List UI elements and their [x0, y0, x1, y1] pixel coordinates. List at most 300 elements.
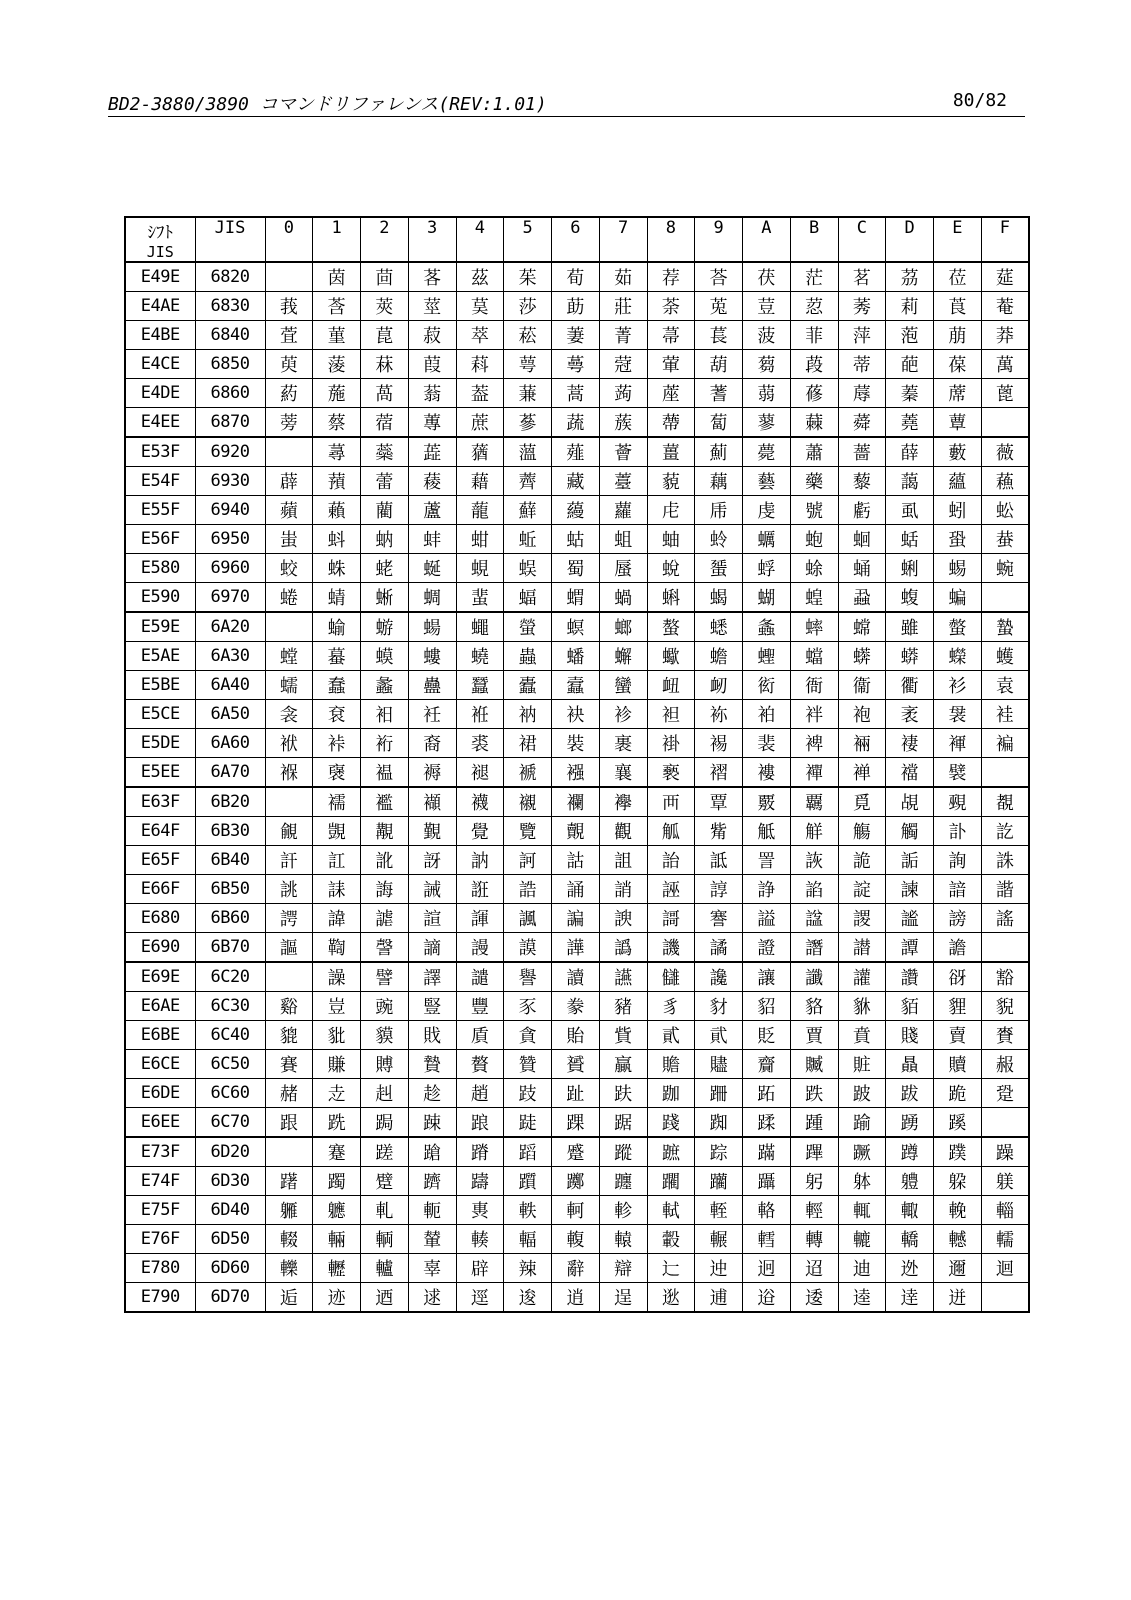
kanji-cell: 讖 — [790, 962, 838, 992]
shift-jis-code-cell: E53F — [125, 437, 195, 467]
kanji-cell: 貪 — [504, 1021, 552, 1050]
kanji-cell: 裹 — [599, 729, 647, 758]
kanji-cell: 詬 — [886, 846, 934, 875]
jis-code-cell: 6A30 — [195, 642, 265, 671]
shift-jis-code-cell: E65F — [125, 846, 195, 875]
jis-code-cell: 6B40 — [195, 846, 265, 875]
kanji-cell: 詈 — [743, 846, 791, 875]
column-header-digit: C — [838, 217, 886, 262]
kanji-cell: 螂 — [599, 612, 647, 642]
kanji-cell: 衵 — [361, 700, 409, 729]
kanji-cell: 葹 — [313, 379, 361, 408]
table-row — [125, 817, 1029, 846]
kanji-cell: 蕷 — [313, 467, 361, 496]
kanji-cell: 蔟 — [599, 408, 647, 438]
kanji-cell: 覯 — [361, 817, 409, 846]
column-header-digit: 6 — [552, 217, 600, 262]
shift-jis-code-cell: E66F — [125, 875, 195, 904]
column-header-digit: A — [743, 217, 791, 262]
kanji-cell: 蠧 — [552, 671, 600, 700]
kanji-cell: 逞 — [599, 1283, 647, 1313]
kanji-cell: 蓼 — [743, 408, 791, 438]
kanji-cell: 贇 — [552, 1050, 600, 1079]
shift-jis-code-cell: E5CE — [125, 700, 195, 729]
kanji-cell: 蹈 — [504, 1137, 552, 1167]
kanji-cell: 乕 — [695, 496, 743, 525]
kanji-cell: 衞 — [838, 671, 886, 700]
kanji-cell: 迸 — [934, 1283, 982, 1313]
kanji-cell: 逡 — [504, 1283, 552, 1313]
jis-code-cell: 6A60 — [195, 729, 265, 758]
kanji-cell: 葯 — [265, 379, 313, 408]
kanji-cell: 蔬 — [552, 408, 600, 438]
table-row — [125, 700, 1029, 729]
jis-code-cell: 6C60 — [195, 1079, 265, 1108]
kanji-cell: 茵 — [313, 262, 361, 292]
kanji-cell: 蛬 — [981, 525, 1029, 554]
kanji-cell — [265, 787, 313, 817]
kanji-cell: 莪 — [265, 292, 313, 321]
kanji-cell: 軻 — [552, 1196, 600, 1225]
kanji-cell — [265, 262, 313, 292]
kanji-cell: 諞 — [552, 904, 600, 933]
kanji-cell: 薊 — [695, 437, 743, 467]
kanji-cell: 覺 — [456, 817, 504, 846]
kanji-cell: 讚 — [886, 962, 934, 992]
jis-code-cell: 6D30 — [195, 1167, 265, 1196]
kanji-cell: 褥 — [408, 758, 456, 788]
kanji-cell: 輙 — [886, 1196, 934, 1225]
kanji-cell: 貳 — [647, 1021, 695, 1050]
kanji-cell — [981, 1283, 1029, 1313]
kanji-cell: 蹐 — [456, 1137, 504, 1167]
kanji-cell: 觀 — [599, 817, 647, 846]
kanji-cell: 褄 — [886, 729, 934, 758]
kanji-cell: 襠 — [886, 758, 934, 788]
column-header-shift-label: ｼﾌﾄ — [147, 223, 173, 243]
table-row — [125, 1050, 1029, 1079]
kanji-cell: 讒 — [695, 962, 743, 992]
jis-code-cell: 6930 — [195, 467, 265, 496]
kanji-cell: 逕 — [456, 1283, 504, 1313]
shift-jis-code-cell: E5BE — [125, 671, 195, 700]
kanji-cell: 裄 — [361, 729, 409, 758]
jis-code-cell: 6950 — [195, 525, 265, 554]
kanji-cell: 謚 — [743, 904, 791, 933]
shift-jis-code-cell: E75F — [125, 1196, 195, 1225]
column-header-digit: 3 — [408, 217, 456, 262]
jis-code-cell: 6940 — [195, 496, 265, 525]
jis-code-cell: 6A20 — [195, 612, 265, 642]
kanji-cell: 蛹 — [838, 554, 886, 583]
shift-jis-code-cell: E74F — [125, 1167, 195, 1196]
kanji-cell: 蝮 — [886, 583, 934, 613]
column-header-digit: 9 — [695, 217, 743, 262]
kanji-cell: 豢 — [552, 992, 600, 1021]
kanji-cell: 蒡 — [265, 408, 313, 438]
kanji-cell: 輊 — [695, 1196, 743, 1225]
table-row — [125, 525, 1029, 554]
kanji-cell: 蒹 — [504, 379, 552, 408]
kanji-cell: 蚯 — [504, 525, 552, 554]
kanji-cell: 蹠 — [647, 1137, 695, 1167]
kanji-cell: 裴 — [743, 729, 791, 758]
kanji-cell: 薨 — [743, 437, 791, 467]
kanji-cell: 覈 — [743, 787, 791, 817]
kanji-cell: 薺 — [504, 467, 552, 496]
kanji-cell: 辜 — [408, 1254, 456, 1283]
kanji-cell: 逅 — [265, 1283, 313, 1313]
kanji-cell: 訶 — [504, 846, 552, 875]
kanji-cell: 蛄 — [552, 525, 600, 554]
shift-jis-code-cell: E5AE — [125, 642, 195, 671]
kanji-cell: 覬 — [313, 817, 361, 846]
kanji-cell: 菘 — [504, 321, 552, 350]
kanji-cell: 辯 — [599, 1254, 647, 1283]
kanji-cell: 谺 — [934, 962, 982, 992]
kanji-cell: 訥 — [456, 846, 504, 875]
kanji-cell: 轣 — [313, 1254, 361, 1283]
kanji-cell: 莅 — [934, 262, 982, 292]
column-header-digit: 1 — [313, 217, 361, 262]
kanji-cell: 蜑 — [695, 554, 743, 583]
kanji-cell: 譫 — [934, 933, 982, 963]
jis-code-cell: 6B70 — [195, 933, 265, 963]
kanji-cell: 蹤 — [599, 1137, 647, 1167]
table-row — [125, 583, 1029, 613]
kanji-cell: 莽 — [981, 321, 1029, 350]
kanji-cell: 荳 — [743, 292, 791, 321]
kanji-cell: 贖 — [934, 1050, 982, 1079]
shift-jis-code-cell: E6DE — [125, 1079, 195, 1108]
shift-jis-code-cell: E59E — [125, 612, 195, 642]
kanji-cell: 軣 — [456, 1196, 504, 1225]
jis-code-cell: 6A70 — [195, 758, 265, 788]
table-row — [125, 962, 1029, 992]
kanji-cell: 蟒 — [886, 642, 934, 671]
kanji-cell: 諄 — [695, 875, 743, 904]
kanji-cell: 蠍 — [647, 642, 695, 671]
kanji-cell — [265, 437, 313, 467]
kanji-cell: 虱 — [886, 496, 934, 525]
kanji-cell: 贓 — [790, 1050, 838, 1079]
kanji-cell: 豌 — [361, 992, 409, 1021]
kanji-cell: 跏 — [647, 1079, 695, 1108]
kanji-cell: 蚫 — [790, 525, 838, 554]
kanji-cell: 謌 — [647, 904, 695, 933]
kanji-cell: 躡 — [743, 1167, 791, 1196]
kanji-cell: 蕚 — [552, 350, 600, 379]
kanji-cell: 躰 — [838, 1167, 886, 1196]
kanji-cell: 蔔 — [695, 408, 743, 438]
kanji-cell: 賍 — [838, 1050, 886, 1079]
jis-code-cell: 6970 — [195, 583, 265, 613]
kanji-cell: 蓊 — [408, 379, 456, 408]
kanji-cell: 萓 — [265, 321, 313, 350]
kanji-cell: 襌 — [790, 758, 838, 788]
kanji-cell: 萪 — [456, 350, 504, 379]
jis-code-cell: 6850 — [195, 350, 265, 379]
kanji-cell: 蔆 — [313, 350, 361, 379]
kanji-cell: 詒 — [647, 846, 695, 875]
kanji-cell: 轆 — [838, 1225, 886, 1254]
kanji-cell: 莊 — [599, 292, 647, 321]
kanji-cell: 蔗 — [456, 408, 504, 438]
kanji-cell: 莎 — [504, 292, 552, 321]
kanji-cell — [265, 612, 313, 642]
kanji-cell: 蚶 — [456, 525, 504, 554]
kanji-cell: 誄 — [313, 875, 361, 904]
kanji-cell: 轅 — [599, 1225, 647, 1254]
shift-jis-code-cell: E6EE — [125, 1108, 195, 1138]
table-row — [125, 1225, 1029, 1254]
kanji-cell — [981, 583, 1029, 613]
kanji-cell: 蟠 — [552, 642, 600, 671]
kanji-cell: 裝 — [552, 729, 600, 758]
kanji-cell: 贔 — [886, 1050, 934, 1079]
jis-code-cell: 6860 — [195, 379, 265, 408]
kanji-cell: 螯 — [647, 612, 695, 642]
kanji-cell: 菽 — [408, 321, 456, 350]
table-row — [125, 321, 1029, 350]
kanji-cell: 袤 — [886, 700, 934, 729]
kanji-cell: 躙 — [647, 1167, 695, 1196]
kanji-cell: 衂 — [695, 671, 743, 700]
kanji-cell: 蝠 — [504, 583, 552, 613]
shift-jis-code-cell: E76F — [125, 1225, 195, 1254]
kanji-cell: 螫 — [934, 612, 982, 642]
kanji-cell: 謳 — [265, 933, 313, 963]
kanji-cell: 辣 — [504, 1254, 552, 1283]
kanji-cell: 袮 — [695, 700, 743, 729]
kanji-cell: 蟀 — [790, 612, 838, 642]
kanji-cell: 譌 — [599, 933, 647, 963]
shift-jis-code-cell: E590 — [125, 583, 195, 613]
kanji-cell: 蕁 — [313, 437, 361, 467]
kanji-cell: 諷 — [504, 904, 552, 933]
kanji-cell: 趁 — [408, 1079, 456, 1108]
kanji-cell: 諡 — [790, 904, 838, 933]
kanji-cell: 薤 — [552, 437, 600, 467]
kanji-cell: 衢 — [886, 671, 934, 700]
kanji-cell: 轢 — [265, 1254, 313, 1283]
kanji-cell: 迚 — [695, 1254, 743, 1283]
kanji-cell: 覘 — [886, 787, 934, 817]
kanji-cell: 蹼 — [934, 1137, 982, 1167]
kanji-cell: 衲 — [504, 700, 552, 729]
kanji-cell: 輕 — [790, 1196, 838, 1225]
kanji-cell: 蘂 — [361, 437, 409, 467]
kanji-cell: 誡 — [408, 875, 456, 904]
table-row — [125, 846, 1029, 875]
kanji-cell: 躔 — [599, 1167, 647, 1196]
jis-code-cell: 6C20 — [195, 962, 265, 992]
kanji-cell: 莖 — [408, 292, 456, 321]
kanji-cell: 薹 — [599, 467, 647, 496]
kanji-cell: 襴 — [552, 787, 600, 817]
kanji-cell: 莢 — [361, 292, 409, 321]
shift-jis-code-cell: E56F — [125, 525, 195, 554]
kanji-cell: 蚩 — [265, 525, 313, 554]
kanji-cell: 觧 — [790, 817, 838, 846]
kanji-cell: 蠖 — [981, 642, 1029, 671]
kanji-cell: 螟 — [552, 612, 600, 642]
kanji-cell: 蜊 — [886, 554, 934, 583]
jis-code-cell: 6B20 — [195, 787, 265, 817]
kanji-cell: 蘰 — [552, 496, 600, 525]
jis-code-cell: 6870 — [195, 408, 265, 438]
kanji-cell: 萵 — [361, 379, 409, 408]
kanji-cell: 蝴 — [743, 583, 791, 613]
table-row — [125, 612, 1029, 642]
kanji-cell: 蝎 — [695, 583, 743, 613]
jis-code-cell: 6920 — [195, 437, 265, 467]
kanji-cell: 踞 — [599, 1108, 647, 1138]
table-body — [125, 262, 1029, 1312]
kanji-cell: 轌 — [743, 1225, 791, 1254]
kanji-cell: 茹 — [599, 262, 647, 292]
kanji-cell: 譁 — [552, 933, 600, 963]
kanji-cell: 莠 — [838, 292, 886, 321]
kanji-cell: 裘 — [456, 729, 504, 758]
kanji-cell: 蜍 — [790, 554, 838, 583]
kanji-cell: 蜚 — [456, 583, 504, 613]
kanji-cell: 覦 — [265, 817, 313, 846]
kanji-cell: 諫 — [886, 875, 934, 904]
kanji-cell: 蟇 — [313, 642, 361, 671]
table-row — [125, 758, 1029, 788]
kanji-cell: 葢 — [456, 379, 504, 408]
kanji-cell: 譚 — [886, 933, 934, 963]
kanji-cell: 踈 — [408, 1108, 456, 1138]
kanji-cell: 菠 — [743, 321, 791, 350]
kanji-cell: 襭 — [408, 787, 456, 817]
kanji-cell: 貲 — [599, 1021, 647, 1050]
kanji-cell: 蟾 — [695, 642, 743, 671]
kanji-cell: 雖 — [886, 612, 934, 642]
kanji-cell: 逵 — [838, 1283, 886, 1313]
kanji-cell: 諧 — [981, 875, 1029, 904]
kanji-cell: 蚋 — [361, 525, 409, 554]
kanji-cell: 襤 — [361, 787, 409, 817]
kanji-cell: 莇 — [552, 292, 600, 321]
kanji-cell: 蛟 — [265, 554, 313, 583]
kanji-cell: 觸 — [886, 817, 934, 846]
kanji-cell: 貉 — [790, 992, 838, 1021]
kanji-cell: 辷 — [647, 1254, 695, 1283]
kanji-cell: 莚 — [981, 262, 1029, 292]
jis-code-cell: 6C70 — [195, 1108, 265, 1138]
kanji-cell: 贐 — [695, 1050, 743, 1079]
kanji-cell: 茯 — [743, 262, 791, 292]
kanji-cell: 葭 — [408, 350, 456, 379]
kanji-cell: 蓍 — [695, 379, 743, 408]
kanji-cell: 輦 — [408, 1225, 456, 1254]
kanji-cell: 諳 — [934, 875, 982, 904]
kanji-cell: 褸 — [743, 758, 791, 788]
jis-code-cell: 6C50 — [195, 1050, 265, 1079]
kanji-cell: 跣 — [313, 1108, 361, 1138]
kanji-cell: 荅 — [695, 262, 743, 292]
kanji-cell: 褂 — [647, 729, 695, 758]
kanji-cell: 薛 — [886, 437, 934, 467]
table-row — [125, 554, 1029, 583]
kanji-cell: 襾 — [647, 787, 695, 817]
shift-jis-code-cell: E6AE — [125, 992, 195, 1021]
kanji-cell: 褓 — [265, 758, 313, 788]
kanji-cell: 轜 — [981, 1225, 1029, 1254]
kanji-cell: 蛆 — [599, 525, 647, 554]
column-header-jis: JIS — [195, 217, 265, 262]
kanji-cell: 萠 — [934, 321, 982, 350]
kanji-cell: 貮 — [695, 1021, 743, 1050]
kanji-cell: 貊 — [886, 992, 934, 1021]
kanji-cell: 輟 — [265, 1225, 313, 1254]
kanji-cell: 賣 — [934, 1021, 982, 1050]
kanji-cell: 諚 — [838, 875, 886, 904]
kanji-cell: 譟 — [313, 962, 361, 992]
kanji-cell: 藐 — [647, 467, 695, 496]
kanji-cell: 褊 — [981, 729, 1029, 758]
kanji-cell: 詢 — [934, 846, 982, 875]
kanji-cell: 覓 — [838, 787, 886, 817]
shift-jis-code-cell: E580 — [125, 554, 195, 583]
kanji-cell: 迢 — [790, 1254, 838, 1283]
shift-jis-code-cell: E6BE — [125, 1021, 195, 1050]
kanji-cell: 賽 — [265, 1050, 313, 1079]
kanji-cell: 躑 — [552, 1167, 600, 1196]
jis-code-cell: 6830 — [195, 292, 265, 321]
kanji-cell: 蹲 — [886, 1137, 934, 1167]
kanji-cell: 輓 — [934, 1196, 982, 1225]
kanji-cell: 謖 — [838, 904, 886, 933]
kanji-cell: 襯 — [504, 787, 552, 817]
kanji-cell: 轎 — [886, 1225, 934, 1254]
kanji-cell: 蜻 — [313, 583, 361, 613]
jis-code-cell: 6C30 — [195, 992, 265, 1021]
kanji-cell: 褫 — [504, 758, 552, 788]
kanji-cell: 蹊 — [934, 1108, 982, 1138]
column-header-digit: D — [886, 217, 934, 262]
page-number: 80/82 — [952, 90, 1007, 111]
kanji-cell: 蝸 — [599, 583, 647, 613]
kanji-cell: 諢 — [456, 904, 504, 933]
kanji-cell: 蕾 — [361, 467, 409, 496]
kanji-cell: 菷 — [647, 321, 695, 350]
kanji-cell: 輌 — [361, 1225, 409, 1254]
table-row — [125, 467, 1029, 496]
kanji-cell: 踰 — [838, 1108, 886, 1138]
kanji-cell: 豬 — [599, 992, 647, 1021]
kanji-cell: 諍 — [743, 875, 791, 904]
kanji-cell: 荐 — [647, 262, 695, 292]
jis-code-cell: 6D20 — [195, 1137, 265, 1167]
kanji-cell: 菴 — [981, 292, 1029, 321]
kanji-cell: 蓿 — [361, 408, 409, 438]
kanji-cell: 跟 — [265, 1108, 313, 1138]
kanji-cell: 辟 — [456, 1254, 504, 1283]
kanji-cell: 迪 — [838, 1254, 886, 1283]
kanji-cell: 諛 — [599, 904, 647, 933]
kanji-cell: 跋 — [886, 1079, 934, 1108]
kanji-cell: 褶 — [695, 758, 743, 788]
kanji-cell: 蔕 — [647, 408, 695, 438]
kanji-cell: 譬 — [361, 962, 409, 992]
kanji-cell: 蒭 — [743, 350, 791, 379]
kanji-cell: 蕣 — [838, 408, 886, 438]
kanji-cell: 萃 — [456, 321, 504, 350]
table-row — [125, 992, 1029, 1021]
